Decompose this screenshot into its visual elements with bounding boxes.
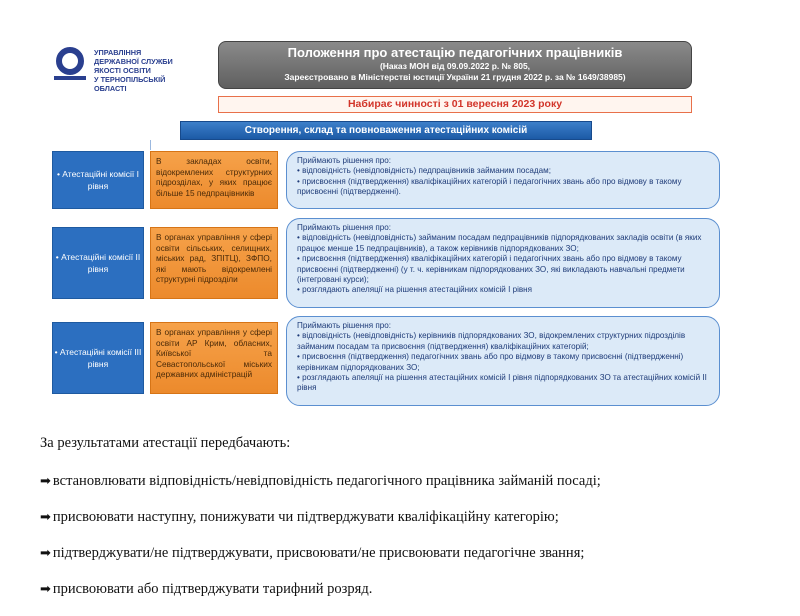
document-title: Положення про атестацію педагогічних працівників xyxy=(287,45,623,60)
commission-level-1: • Атестаційні комісії І рівня xyxy=(52,151,144,209)
commission-level-1-bodies: В закладах освіти, відокремлених структурних підрозділах, у яких працює більше 15 педпрацівників xyxy=(150,151,278,209)
decision-item: • розглядають апеляції на рішення атестаційних комісій І рівня підпорядкованих ЗО та атестаційних комісій ІІ рівня xyxy=(297,373,707,393)
decision-item: • присвоєння (підтвердження) кваліфікаційних категорій і педагогічних звань або про відмову в такому присвоєнні (підтвердженні) (у т. ч. керівникам підпорядкованих ЗО, які викладають навчальні предмети (інтегровані курси); xyxy=(297,254,685,285)
decision-item: • присвоєння (підтвердження) кваліфікаційних категорій і педагогічних звань або про відмову в такому присвоєнні (підтвердженні). xyxy=(297,176,682,197)
organization-name-line: УПРАВЛІННЯ xyxy=(94,48,142,57)
result-item xyxy=(40,580,780,598)
commission-level-2-decisions xyxy=(286,218,720,308)
decisions-heading: Приймають рішення про: xyxy=(297,156,391,165)
commission-level-1-decisions xyxy=(286,151,720,209)
logo-emblem-icon xyxy=(52,46,88,82)
commission-level-2: • Атестаційні комісії ІІ рівня xyxy=(52,227,144,299)
result-item-text: присвоювати або підтверджувати тарифний розряд. xyxy=(52,581,373,597)
arrow-icon: ➡ xyxy=(40,581,51,596)
result-item xyxy=(40,544,780,562)
commission-level-3-decisions xyxy=(286,316,720,406)
result-item-text: присвоювати наступну, понижувати чи підтверджувати кваліфікаційну категорію; xyxy=(52,509,559,525)
organization-name-line: ЯКОСТІ ОСВІТИ xyxy=(94,66,151,75)
document-title-box xyxy=(218,41,692,89)
decision-item: • відповідність (невідповідність) педпрацівників займаним посадам; xyxy=(297,166,551,176)
organization-name-line: ОБЛАСТІ xyxy=(94,84,127,93)
attestation-results xyxy=(40,434,780,616)
organization-name-line: ДЕРЖАВНОЇ СЛУЖБИ xyxy=(94,57,173,66)
organization-name-line: У ТЕРНОПІЛЬСЬКІЙ xyxy=(94,75,166,84)
decision-item: • відповідність (невідповідність) керівників підпорядкованих ЗО, відокремлених структурних підрозділів займаним посадам та присвоєння (підтвердження) кваліфікаційних категорій; xyxy=(297,331,686,351)
effective-date-banner: Набирає чинності з 01 вересня 2023 року xyxy=(218,96,692,113)
decision-item: • присвоєння (підтвердження) педагогічних звань або про відмову в такому присвоєнні (підтвердженні) керівникам підпорядкованих ЗО; xyxy=(297,352,684,372)
organization-logo xyxy=(52,46,192,102)
commission-level-2-bodies: В органах управління у сфері освіти сільських, селищних, міських рад, ЗПІТЦ), ЗФПО, які мають відокремлені структурні підрозділи xyxy=(150,227,278,299)
arrow-icon: ➡ xyxy=(40,545,51,560)
commission-level-3-bodies: В органах управління у сфері освіти АР Крим, обласних, Київської та Севастопольської міських державних адміністрацій xyxy=(150,322,278,394)
registration-reference: Зареєстровано в Міністерстві юстиції України 21 грудня 2022 р. за № 1649/38985) xyxy=(284,72,626,82)
decisions-heading: Приймають рішення про: xyxy=(297,223,391,232)
result-item xyxy=(40,508,780,526)
result-item-text: встановлювати відповідність/невідповідність педагогічного працівника займаній посаді; xyxy=(52,473,601,489)
arrow-icon: ➡ xyxy=(40,509,51,524)
decision-item: • розглядають апеляції на рішення атестаційних комісій І рівня xyxy=(297,285,533,295)
decisions-heading: Приймають рішення про: xyxy=(297,321,391,330)
commission-level-3: • Атестаційні комісії ІІІ рівня xyxy=(52,322,144,394)
results-intro: За результатами атестації передбачають: xyxy=(40,435,291,451)
decision-item: • відповідність (невідповідність) займаним посадам педпрацівників підпорядкованих закладів освіти (в яких працює менше 15 педпрацівників), а також керівників підпорядкованих ЗО; xyxy=(297,233,702,253)
organization-name xyxy=(94,48,204,93)
section-title: Створення, склад та повноваження атестаційних комісій xyxy=(180,121,592,140)
connector-line xyxy=(150,140,151,150)
arrow-icon: ➡ xyxy=(40,473,51,488)
result-item-text: підтверджувати/не підтверджувати, присвоювати/не присвоювати педагогічне звання; xyxy=(52,545,585,561)
result-item xyxy=(40,472,780,490)
order-reference: (Наказ МОН від 09.09.2022 р. № 805, xyxy=(379,61,531,71)
